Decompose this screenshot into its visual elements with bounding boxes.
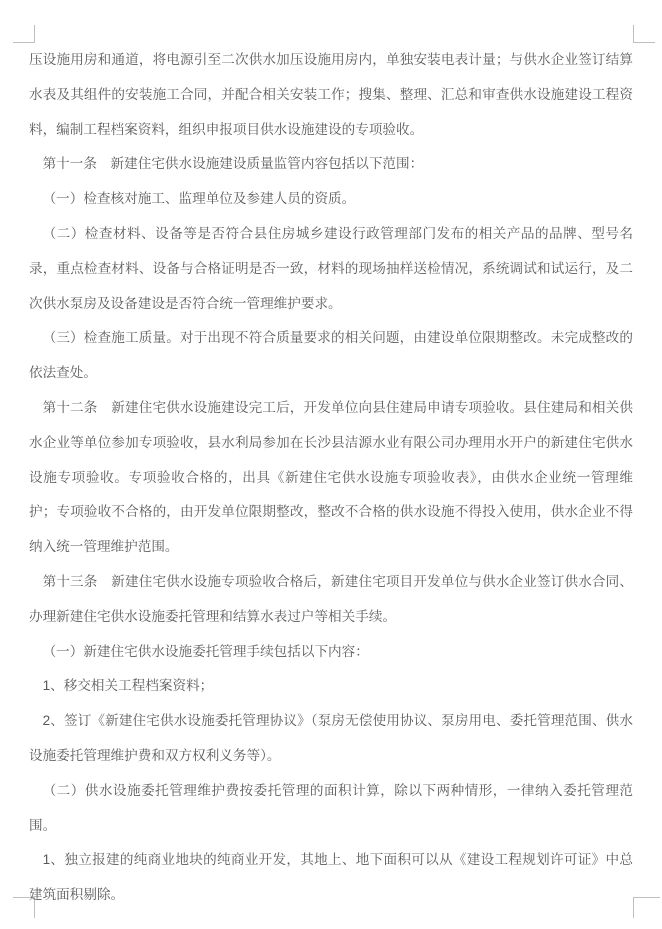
paragraph: 1、独立报建的纯商业地块的纯商业开发，其地上、地下面积可以从《建设工程规划许可证》中总建筑面积剔除。 — [29, 852, 633, 903]
paragraph: 第十一条 新建住宅供水设施建设质量监管内容包括以下范围： — [42, 156, 424, 172]
text-boundary-mark-top-left — [13, 25, 35, 43]
paragraph: （一）新建住宅供水设施委托管理手续包括以下内容： — [42, 643, 369, 659]
paragraph: 第十二条 新建住宅供水设施建设完工后，开发单位向县住建局申请专项验收。县住建局和相关供水企业等单位参加专项验收，县水利局参加在长沙县洁源水业有限公司办理用水开户的新建住宅供水设施专项验收。专项验收合格的，出具《新建住宅供水设施专项验收表》，由供水企业统一管理维护；专项验收不合格的，由开发单位限期整改，整改不合格的供水设施不得投入使用，供水企业不得纳入统一管理维护范围。 — [29, 399, 633, 555]
paragraph: （一）检查核对施工、监理单位及参建人员的资质。 — [42, 191, 356, 207]
text-boundary-mark-top-right — [633, 25, 655, 43]
document-body — [29, 43, 633, 913]
paragraph: 1、移交相关工程档案资料； — [42, 678, 214, 694]
paragraph: 第十三条 新建住宅供水设施专项验收合格后，新建住宅项目开发单位与供水企业签订供水合同、办理新建住宅供水设施委托管理和结算水表过户等相关手续。 — [29, 573, 633, 624]
paragraph: 2、签订《新建住宅供水设施委托管理协议》（泵房无偿使用协议、泵房用电、委托管理范围、供水设施委托管理维护费和双方权利义务等）。 — [29, 713, 633, 763]
paragraph: （二）检查材料、设备等是否符合县住房城乡建设行政管理部门发布的相关产品的品牌、型号名录，重点检查材料、设备与合格证明是否一致，材料的现场抽样送检情况，系统调试和试运行，及二次供水泵房及设备建设是否符合统一管理维护要求。 — [29, 225, 633, 311]
text-boundary-mark-bottom-right — [633, 897, 660, 918]
paragraph: （二）供水设施委托管理维护费按委托管理的面积计算，除以下两种情形，一律纳入委托管理范围。 — [29, 782, 633, 833]
paragraph: （三）检查施工质量。对于出现不符合质量要求的相关问题，由建设单位限期整改。未完成整改的依法查处。 — [29, 330, 633, 381]
paragraph: 压设施用房和通道，将电源引至二次供水加压设施用房内，单独安装电表计量；与供水企业签订结算水表及其组件的安装施工合同，并配合相关安装工作；搜集、整理、汇总和审查供水设施建设工程资料，编制工程档案资料，组织申报项目供水设施建设的专项验收。 — [29, 52, 633, 137]
